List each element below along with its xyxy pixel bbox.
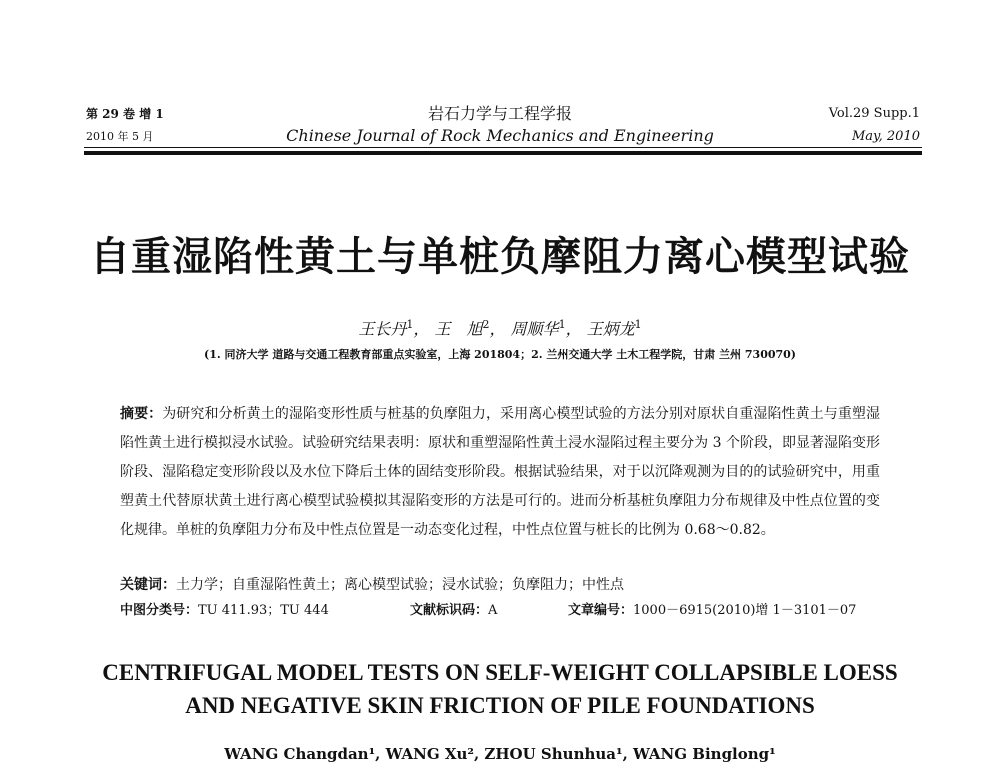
author-affiliation-mark: 1 (634, 318, 642, 331)
abstract-text: 为研究和分析黄土的湿陷变形性质与桩基的负摩阻力，采用离心模型试验的方法分别对原状自重湿陷性黄土与重塑湿陷性黄土进行模拟浸水试验。试验研究结果表明：原状和重塑湿陷性黄土浸水湿陷过程主要分为 3 个阶段，即显著湿陷变形阶段、湿陷稳定变形阶段以及水位下降后土体的固结变形阶段。根据试验结果，对于以沉降观测为目的的试验研究中，用重塑黄土代替原状黄土进行离心模型试验模拟其湿陷变形的方法是可行的。进而分析基桩负摩阻力分布规律及中性点位置的变化规律。单桩的负摩阻力分布及中性点位置是一动态变化过程，中性点位置与桩长的比例为 0.68～0.82。 (120, 406, 881, 538)
paper-title-en-line1: CENTRIFUGAL MODEL TESTS ON SELF-WEIGHT COLLAPSIBLE LOESS (102, 660, 898, 685)
author-name: 王 旭 (434, 319, 483, 339)
clc-value: TU 411.93；TU 444 (198, 603, 329, 618)
paper-title-cn: 自重湿陷性黄土与单桩负摩阻力离心模型试验 (90, 234, 910, 280)
doc-code-item (410, 600, 497, 622)
author-affiliation-mark: 1 (406, 318, 414, 331)
journal-title-en: Chinese Journal of Rock Mechanics and Engineering (286, 126, 714, 145)
doc-code-label: 文献标识码： (410, 603, 489, 618)
clc-item (120, 600, 329, 622)
paper-title-en-line2: AND NEGATIVE SKIN FRICTION OF PILE FOUNDATIONS (185, 693, 815, 718)
article-number-item (568, 600, 856, 622)
author-name: 王长丹 (358, 319, 407, 339)
abstract-label: 摘要： (120, 406, 163, 422)
paper-title-en (0, 656, 1000, 722)
keywords-label: 关键词： (120, 577, 176, 593)
keywords-text: 土力学；自重湿陷性黄土；离心模型试验；浸水试验；负摩阻力；中性点 (176, 577, 624, 593)
author-name: 王炳龙 (586, 319, 635, 339)
header-date-cn: 2010 年 5 月 (86, 130, 154, 143)
clc-label: 中图分类号： (120, 603, 199, 618)
author-name: 周顺华 (510, 319, 559, 339)
author-list-cn: 王长丹$^1$， 王 旭$^2$， 周顺华$^1$， 王炳龙$^1$ (358, 318, 642, 339)
header-rule-thick (84, 151, 922, 155)
affiliations-cn: (1. 同济大学 道路与交通工程教育部重点实验室，上海 201804；2. 兰州交通大学 土木工程学院，甘肃 兰州 730070) (203, 348, 797, 361)
header-volume-en: Vol.29 Supp.1 (828, 106, 920, 121)
author-affiliation-mark: 1 (558, 318, 566, 331)
author-list-en: WANG Changdan¹, WANG Xu², ZHOU Shunhua¹, WANG Binglong¹ (224, 745, 776, 763)
article-number-label: 文章编号： (568, 603, 634, 618)
article-number-value: 1000－6915(2010)增 1－3101－07 (633, 603, 857, 618)
header-date-en: May, 2010 (851, 129, 920, 144)
header-volume-cn: 第 29 卷 增 1 (86, 107, 164, 121)
keywords-row (120, 574, 880, 596)
header-rule-thin (84, 147, 922, 148)
author-affiliation-mark: 2 (482, 318, 490, 331)
doc-code-value: A (488, 603, 498, 618)
abstract-block (120, 400, 880, 545)
journal-title-cn: 岩石力学与工程学报 (427, 104, 572, 123)
